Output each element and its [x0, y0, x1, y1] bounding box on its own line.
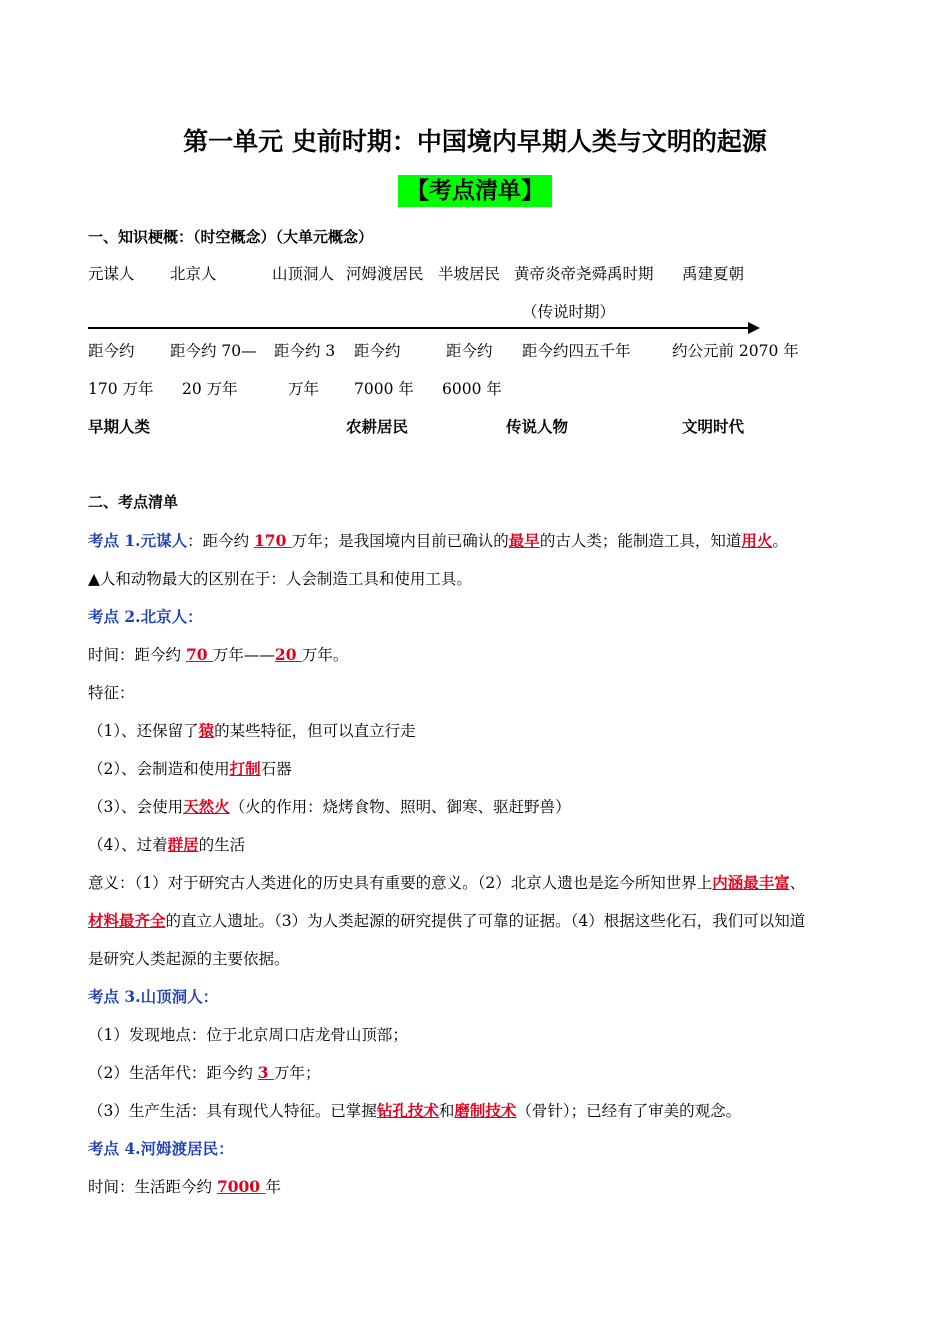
point-3-line-2: （2）生活年代：距今约 3 万年；: [88, 1063, 321, 1082]
timeline-person: 半坡居民: [438, 265, 501, 283]
timeline-date: 距今约: [446, 342, 493, 360]
timeline-date: 距今约 70—: [170, 342, 257, 360]
timeline-date: 7000 年: [354, 380, 414, 398]
section-2-heading: 二、考点清单: [88, 493, 179, 511]
point-2-meaning-line-2: 材料最齐全的直立人遗址。（3）为人类起源的研究提供了可靠的证据。（4）根据这些化石，我们可以知道: [88, 911, 806, 930]
answer-blank: 磨制技术: [454, 1101, 517, 1120]
legend-period-note: （传说时期）: [522, 303, 616, 321]
point-1-note: ▲人和动物最大的区别在于：人会制造工具和使用工具。: [88, 570, 472, 588]
timeline-person: 黄帝炎帝尧舜禹时期: [514, 265, 654, 283]
timeline-date: 距今约: [88, 342, 135, 360]
timeline-date: 距今约: [354, 342, 401, 360]
answer-blank: 7000: [216, 1177, 266, 1196]
answer-blank: 天然火: [183, 797, 230, 816]
point-2-feature-4: （4）、过着群居的生活: [88, 835, 246, 854]
timeline-era: 传说人物: [506, 417, 569, 436]
point-2-meaning-line-3: 是研究人类起源的主要依据。: [88, 950, 290, 968]
timeline-date: 距今约四五千年: [522, 342, 631, 360]
answer-blank: 钻孔技术: [376, 1101, 439, 1120]
answer-blank: 70: [185, 645, 213, 664]
point-3-line-3: （3）生产生活：具有现代人特征。已掌握钻孔技术和磨制技术（骨针）；已经有了审美的观念。: [88, 1101, 742, 1120]
point-2-feature-2: （2）、会制造和使用打制石器: [88, 759, 292, 778]
timeline-person: 禹建夏朝: [682, 265, 745, 283]
answer-blank: 打制: [229, 759, 261, 778]
timeline-era: 早期人类: [88, 417, 151, 436]
answer-blank: 群居: [167, 835, 199, 854]
timeline-person: 北京人: [170, 265, 217, 283]
timeline-date: 6000 年: [442, 380, 502, 398]
point-3-heading: 考点 3.山顶洞人：: [88, 987, 219, 1006]
timeline-arrow-line: [88, 327, 750, 329]
point-2-time: 时间：距今约 70 万年——20 万年。: [88, 645, 349, 664]
answer-blank: 内涵最丰富: [712, 873, 790, 892]
answer-blank: 用火: [741, 531, 773, 550]
checklist-badge: 【考点清单】: [398, 175, 552, 207]
point-2-feature-3: （3）、会使用天然火（火的作用：烧烤食物、照明、御寒、驱赶野兽）: [88, 797, 571, 816]
answer-blank: 最早: [508, 531, 540, 550]
answer-blank: 20: [274, 645, 302, 664]
point-4-heading: 考点 4.河姆渡居民：: [88, 1139, 234, 1158]
point-1-line: 考点 1.元谋人：距今约 170 万年；是我国境内目前已确认的最早的古人类；能制造工具，知道用火。: [88, 531, 788, 550]
timeline-date: 170 万年: [88, 380, 154, 398]
timeline-era: 文明时代: [682, 417, 745, 436]
timeline-era: 农耕居民: [346, 417, 409, 436]
timeline-person: 山顶洞人: [272, 265, 335, 283]
point-1-heading: 考点 1.元谋人: [88, 531, 188, 550]
timeline-date: 距今约 3: [274, 342, 336, 360]
timeline-date: 万年: [288, 380, 320, 398]
page-title: 第一单元 史前时期：中国境内早期人类与文明的起源: [183, 127, 767, 156]
point-3-line-1: （1）发现地点：位于北京周口店龙骨山顶部；: [88, 1026, 408, 1044]
answer-blank: 170: [254, 531, 292, 550]
point-2-meaning-line-1: 意义：（1）对于研究古人类进化的历史具有重要的意义。（2）北京人遗也是迄今所知世界上内涵最丰富、: [88, 873, 806, 892]
timeline-person: 元谋人: [88, 265, 135, 283]
point-2-feature-1: （1）、还保留了猿的某些特征，但可以直立行走: [88, 721, 416, 740]
timeline-person: 河姆渡居民: [346, 265, 424, 283]
arrow-right-icon: [748, 322, 760, 334]
answer-blank: 材料最齐全: [88, 911, 166, 930]
section-1-heading: 一、知识梗概：（时空概念）（大单元概念）: [88, 228, 374, 246]
point-2-feature-label: 特征：: [88, 684, 135, 702]
timeline-date: 20 万年: [182, 380, 238, 398]
answer-blank: 猿: [198, 721, 215, 740]
point-2-heading: 考点 2.北京人：: [88, 607, 203, 626]
point-4-line-1: 时间：生活距今约 7000 年: [88, 1177, 281, 1196]
answer-blank: 3: [257, 1063, 274, 1082]
timeline-date: 约公元前 2070 年: [672, 342, 799, 360]
